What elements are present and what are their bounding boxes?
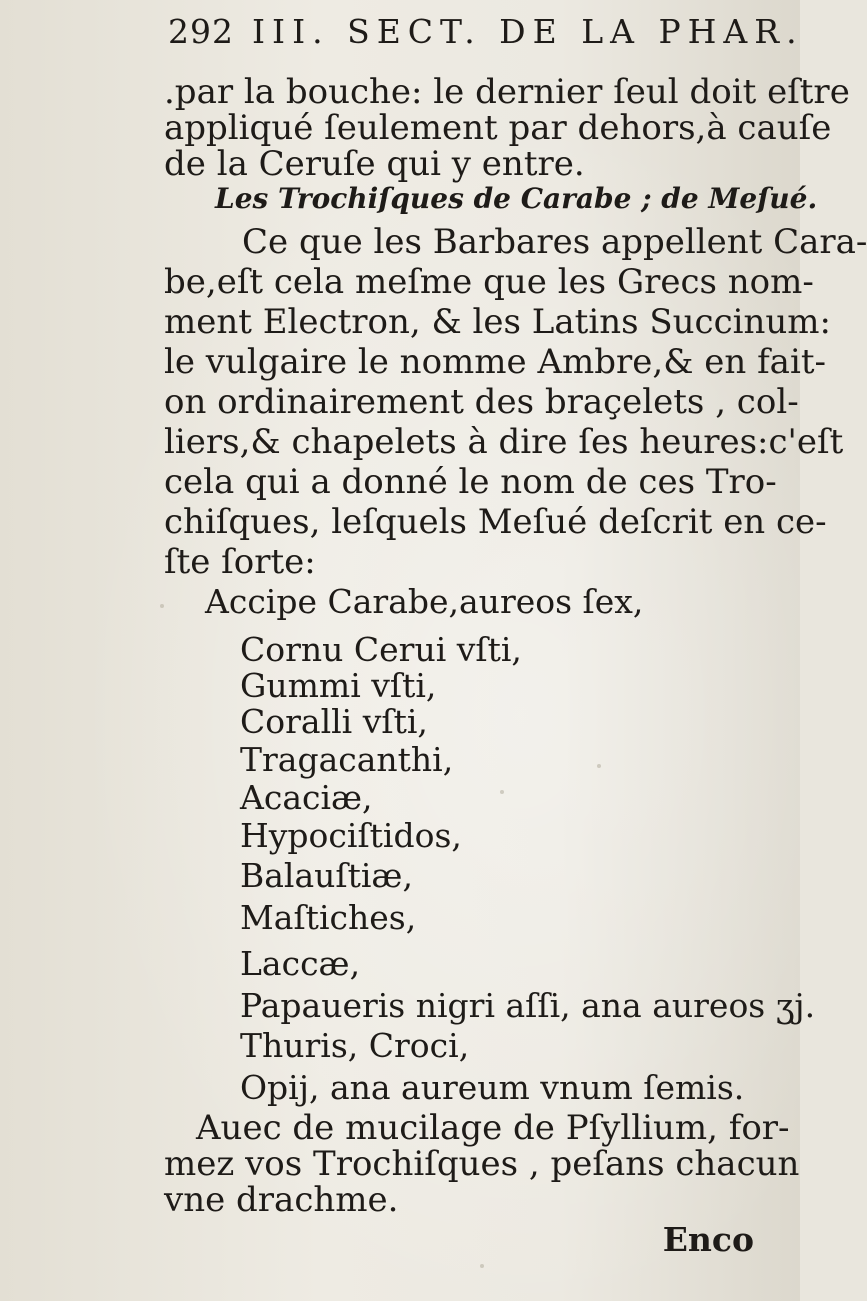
recipe-ingredient: Papaueris nigri aſſi, ana aureos ʒj. (240, 986, 816, 1025)
recipe-ingredient: Opij, ana aureum vnum ſemis. (240, 1068, 745, 1107)
page-number: 292 (168, 12, 234, 51)
recipe-ingredient: Laccæ, (240, 944, 361, 983)
recipe-ingredient: Hypociſtidos, (240, 816, 462, 855)
text-line: chiſques, leſquels Meſué deſcrit en ce- (164, 502, 827, 542)
text-line: appliqué ſeulement par dehors,à cauſe (164, 108, 832, 148)
recipe-ingredient: Acaciæ, (240, 778, 373, 817)
paper-speck (160, 604, 164, 608)
text-line: be,eſt cela meſme que les Grecs nom- (164, 262, 814, 302)
text-line: .par la bouche: le dernier ſeul doit eſtre (164, 72, 850, 112)
paper-speck (500, 790, 504, 794)
recipe-ingredient: Maſtiches, (240, 898, 417, 937)
recipe-ingredient: Gummi vſti, (240, 666, 437, 705)
recipe-heading: Les Trochiſques de Carabe ; de Meſué. (215, 182, 818, 215)
text-line: de la Ceruſe qui y entre. (164, 144, 585, 184)
recipe-ingredient: Cornu Cerui vſti, (240, 630, 522, 669)
recipe-ingredient: Tragacanthi, (240, 740, 454, 779)
recipe-ingredient: Thuris, Croci, (240, 1026, 470, 1065)
text-line: Auec de mucilage de Pſyllium, for- (196, 1108, 790, 1148)
text-line: ſte ſorte: (164, 542, 316, 582)
text-line: Ce que les Barbares appellent Cara- (242, 222, 867, 262)
recipe-ingredient: Accipe Carabe,aureos ſex, (205, 582, 644, 621)
recipe-ingredient: Coralli vſti, (240, 702, 428, 741)
paper-speck (597, 764, 601, 768)
recipe-ingredient: Balauſtiæ, (240, 856, 413, 895)
text-line: le vulgaire le nomme Ambre,& en fait- (164, 342, 826, 382)
text-line: on ordinairement des braçelets , col- (164, 382, 799, 422)
text-line: liers,& chapelets à dire ſes heures:c'eſt (164, 422, 844, 462)
section-title: III. SECT. DE LA PHAR. (252, 12, 804, 51)
text-line: cela qui a donné le nom de ces Tro- (164, 462, 777, 502)
catchword: Enco (662, 1220, 754, 1259)
text-line: mez vos Trochiſques , peſans chacun (164, 1144, 800, 1184)
text-line: ment Electron, & les Latins Succinum: (164, 302, 831, 342)
paper-speck (480, 1264, 484, 1268)
text-line: vne drachme. (164, 1180, 399, 1220)
running-header (168, 12, 804, 51)
